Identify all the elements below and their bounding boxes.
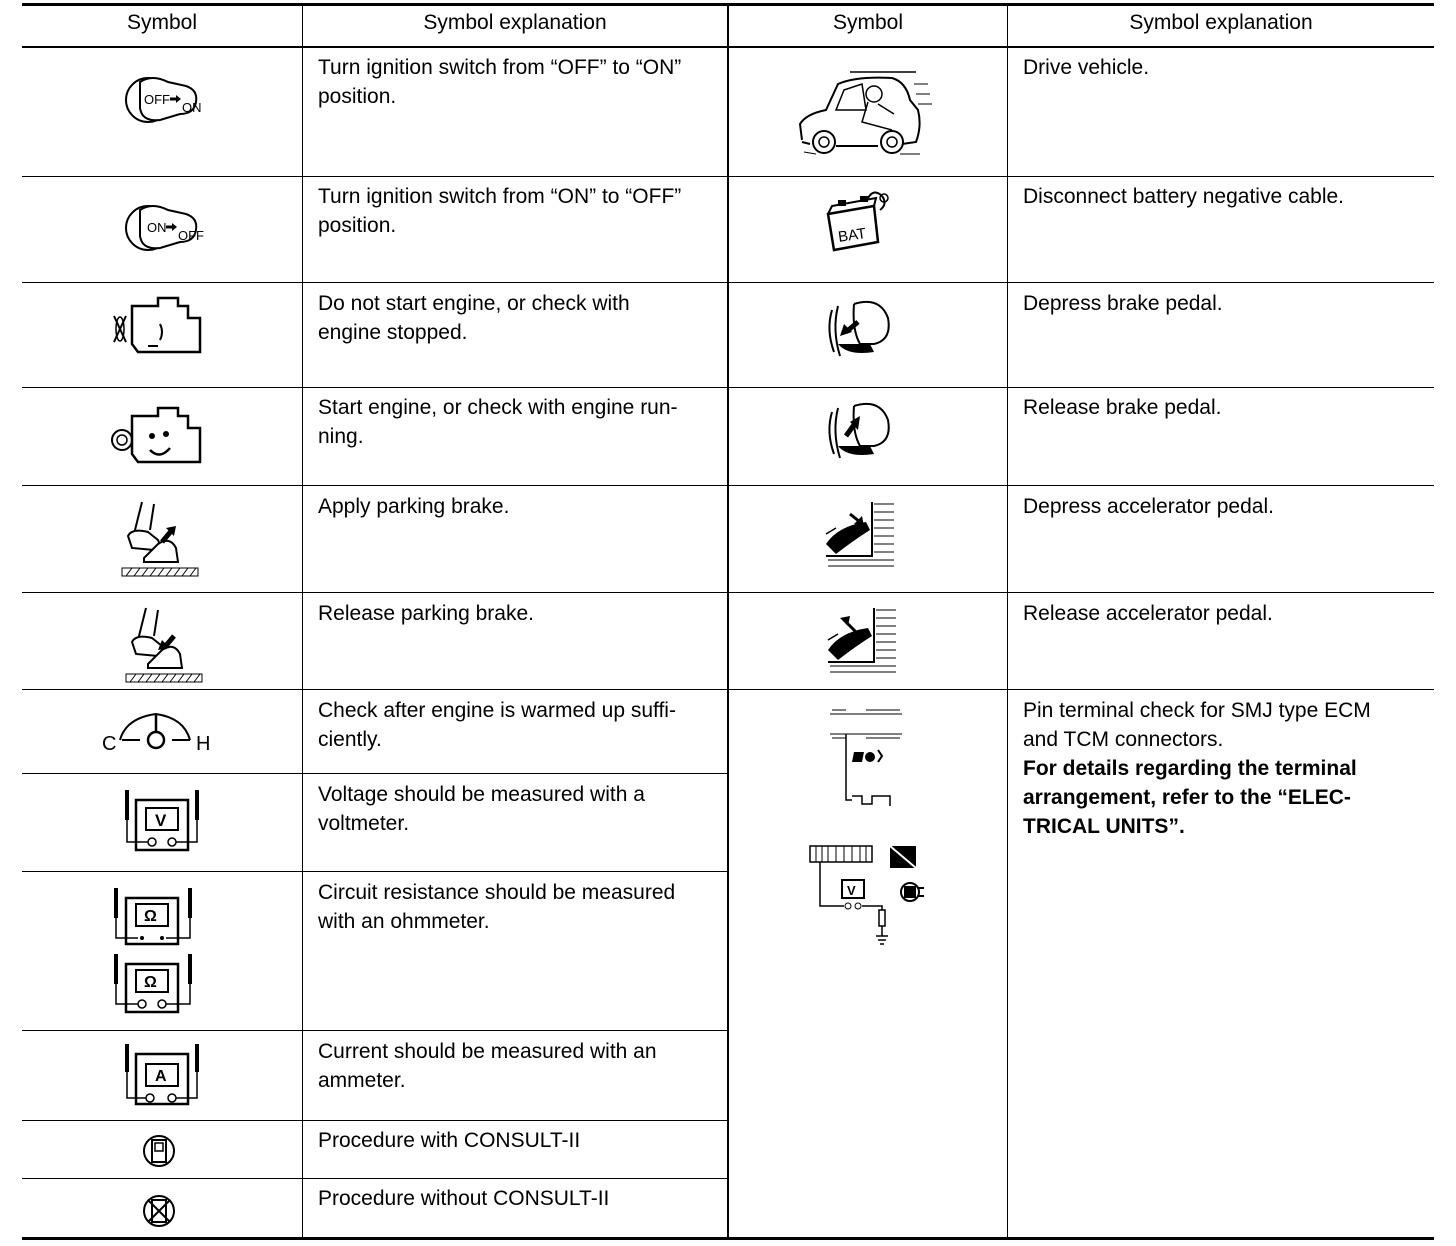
svg-text:ON: ON — [147, 220, 167, 235]
ohmmeter-icon — [108, 888, 198, 1020]
release-parking-brake-icon — [122, 606, 206, 686]
header-symbol-left: Symbol — [126, 11, 198, 34]
explanation-apply-parking-brake: Apply parking brake. — [318, 495, 510, 518]
depress-accelerator-icon — [824, 500, 898, 568]
column-divider — [727, 5, 729, 1238]
battery-disconnect-icon — [822, 190, 902, 256]
engine-stopped-icon — [108, 294, 204, 364]
svg-text:ON: ON — [182, 100, 202, 115]
drive-vehicle-icon — [796, 70, 932, 160]
header-symbol-right: Symbol — [832, 11, 904, 34]
depress-brake-pedal-icon — [824, 300, 894, 364]
explanation-ignition-on-off: Turn ignition switch from “ON” to “OFF” position. — [318, 185, 682, 237]
row-divider — [22, 1120, 728, 1121]
svg-text:OFF: OFF — [178, 228, 204, 243]
explanation-ammeter: Current should be measured with an ammeter. — [318, 1040, 657, 1092]
explanation-voltmeter: Voltage should be measured with a voltmeter. — [318, 783, 645, 835]
svg-text:BAT: BAT — [837, 225, 868, 246]
release-accelerator-icon — [826, 606, 900, 674]
svg-text:V: V — [155, 811, 167, 830]
header-explanation-right: Symbol explanation — [1129, 11, 1313, 34]
ignition-off-to-on-icon — [120, 68, 210, 130]
row-divider — [22, 773, 728, 774]
explanation-ignition-off-on: Turn ignition switch from “OFF” to “ON” position. — [318, 56, 682, 108]
svg-text:V: V — [847, 883, 856, 898]
header-explanation-left: Symbol explanation — [423, 11, 607, 34]
temperature-gauge-icon — [102, 708, 214, 758]
column-divider — [302, 5, 303, 1238]
explanation-ohmmeter: Circuit resistance should be measured with an ohmmeter. — [318, 881, 676, 933]
row-divider — [22, 1030, 728, 1031]
row-divider — [22, 871, 728, 872]
explanation-depress-accelerator: Depress accelerator pedal. — [1023, 495, 1274, 518]
explanation-pin-terminal-check: Pin terminal check for SMJ type ECM and TCM connectors. For details regarding the terminal arrangement, refer to the “ELEC- TRICAL UNITS”. — [1023, 699, 1371, 838]
explanation-release-parking-brake: Release parking brake. — [318, 602, 534, 625]
svg-text:C: C — [102, 733, 117, 755]
explanation-release-accelerator: Release accelerator pedal. — [1023, 602, 1273, 625]
svg-text:A: A — [155, 1068, 167, 1085]
explanation-release-brake: Release brake pedal. — [1023, 396, 1222, 419]
apply-parking-brake-icon — [118, 500, 202, 580]
consult-ii-icon — [142, 1134, 176, 1168]
explanation-disconnect-battery: Disconnect battery negative cable. — [1023, 185, 1345, 208]
release-brake-pedal-icon — [824, 402, 894, 466]
engine-running-icon — [108, 404, 204, 476]
svg-text:OFF: OFF — [144, 92, 170, 107]
explanation-drive-vehicle: Drive vehicle. — [1023, 56, 1150, 79]
voltmeter-icon — [120, 788, 204, 860]
ignition-on-to-off-icon — [120, 196, 210, 258]
explanation-warm-up: Check after engine is warmed up suffi- ciently. — [318, 699, 676, 751]
explanation-without-consult: Procedure without CONSULT-II — [318, 1187, 610, 1210]
without-consult-ii-icon — [142, 1194, 176, 1228]
explanation-with-consult: Procedure with CONSULT-II — [318, 1129, 581, 1152]
svg-text:H: H — [196, 733, 211, 755]
svg-text:Ω: Ω — [144, 974, 157, 991]
explanation-engine-stopped: Do not start engine, or check with engine stopped. — [318, 292, 630, 344]
row-divider — [22, 1178, 728, 1179]
svg-text:Ω: Ω — [144, 908, 157, 925]
column-divider — [1007, 5, 1008, 1238]
pin-terminal-check-icon — [806, 704, 930, 948]
explanation-depress-brake: Depress brake pedal. — [1023, 292, 1223, 315]
ammeter-icon — [120, 1044, 204, 1112]
explanation-engine-running: Start engine, or check with engine run- ning. — [318, 396, 678, 448]
